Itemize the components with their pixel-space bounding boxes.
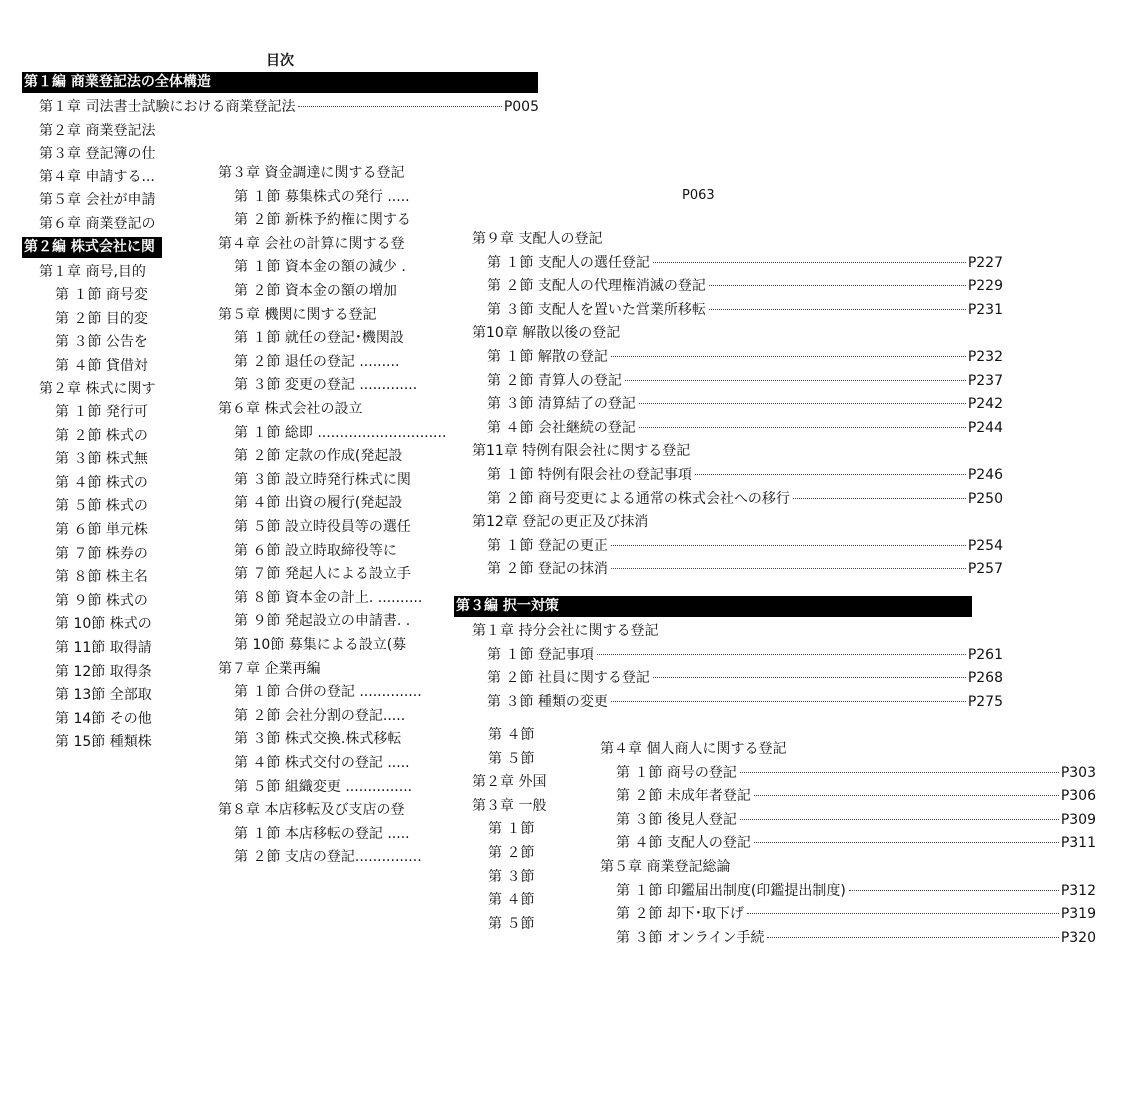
page-number: P231 xyxy=(967,301,1003,318)
toc-fragment-chapters3-8 xyxy=(215,162,447,874)
toc-entry: 第 ２節 xyxy=(488,845,535,861)
toc-entry xyxy=(454,464,1003,486)
toc-fragment-chapters4-5 xyxy=(596,738,1102,954)
dot-leader xyxy=(740,819,1059,820)
dot-leader xyxy=(695,474,966,475)
toc-entry: 第 13節 全部取 xyxy=(55,687,152,704)
toc-fragment-cut-lines xyxy=(470,714,590,944)
toc-entry xyxy=(454,488,1003,510)
toc-entry: 第 ２節 会社分割の登記..... xyxy=(234,707,406,724)
page-number: P254 xyxy=(967,537,1003,554)
dot-leader xyxy=(653,262,966,263)
toc-entry: 第６章 株式会社の設立 xyxy=(218,401,363,417)
toc-entry: 第 14節 その他 xyxy=(55,710,152,727)
toc-entry: 第３章 登記簿の仕 xyxy=(39,146,156,162)
toc-entry: 第 ９節 株式の xyxy=(55,592,148,609)
toc-entry: 第４章 申請する... xyxy=(39,169,155,185)
entry-label: 第 ３節 清算結了の登記 xyxy=(487,396,636,413)
dot-leader xyxy=(793,498,966,499)
toc-entry: 第 １節 資本金の額の減少 . xyxy=(234,259,406,276)
dot-leader xyxy=(611,701,966,702)
page-number: P242 xyxy=(967,396,1003,413)
toc-entry: 第４章 会社の計算に関する登 xyxy=(218,235,405,252)
toc-entry: 第１章 商号,目的 xyxy=(39,264,146,280)
toc-entry: 第 ２節 目的変 xyxy=(55,310,148,327)
page-number: P250 xyxy=(967,490,1003,507)
toc-entry: 第８章 本店移転及び支店の登 xyxy=(218,802,405,819)
entry-label: 第 ２節 未成年者登記 xyxy=(616,788,751,805)
toc-entry: 第 ２節 退任の登記 ......... xyxy=(234,353,400,370)
dot-leader xyxy=(639,427,966,428)
toc-entry: 第 ３節 株式無 xyxy=(55,451,148,468)
toc-entry: 第 ３節 変更の登記 ............. xyxy=(234,377,418,394)
page-number: P309 xyxy=(1060,811,1096,828)
toc-entry: 第５章 機関に関する登記 xyxy=(218,306,377,323)
toc-entry: 第 ３節 株式交換.株式移転 xyxy=(234,731,402,748)
page-number: P311 xyxy=(1060,835,1096,852)
page-number: P306 xyxy=(1060,788,1096,805)
toc-entry: 第 １節 本店移転の登記 ..... xyxy=(234,825,410,842)
entry-label: 第 ２節 青算人の登記 xyxy=(487,372,622,389)
toc-entry xyxy=(596,880,1096,902)
page-number: P246 xyxy=(967,467,1003,483)
toc-entry: 第 ５節 xyxy=(488,750,535,767)
dot-leader xyxy=(597,654,966,655)
toc-entry: 第 ３節 xyxy=(488,868,535,885)
toc-entry xyxy=(596,927,1096,949)
entry-label: 第 ４節 会社継続の登記 xyxy=(487,419,636,436)
toc-entry: 第 １節 商号変 xyxy=(55,287,148,303)
toc-entry xyxy=(596,832,1096,854)
page-number: P237 xyxy=(967,372,1003,389)
toc-entry: 第 ９節 発起設立の申請書. . xyxy=(234,613,411,630)
toc-entry: 第 10節 募集による設立(募 xyxy=(234,637,407,653)
dot-leader xyxy=(747,913,1059,914)
toc-entry: 第 ４節 株式の xyxy=(55,474,148,491)
entry-label: 第 ３節 種類の変更 xyxy=(487,693,608,710)
chapter-heading: 第１章 持分会社に関する登記 xyxy=(472,623,659,639)
toc-entry: 第 ５節 株式の xyxy=(55,498,148,515)
entry-label: 第 １節 特例有限会社の登記事項 xyxy=(487,467,692,483)
toc-entry: 第 １節 合併の登記 .............. xyxy=(234,684,422,701)
toc-entry: 第５章 会社が申請 xyxy=(39,192,156,208)
entry-label: 第 １節 商号の登記 xyxy=(616,764,737,781)
toc-entry: 第 ２節 資本金の額の増加 xyxy=(234,283,397,299)
entry-label: 第 １節 登記の更正 xyxy=(487,537,608,554)
dot-leader xyxy=(709,309,966,310)
part-heading: 第３編 択一対策 xyxy=(454,596,972,617)
page-number: P312 xyxy=(1060,882,1096,899)
entry-label: 第 ２節 却下･取下げ xyxy=(616,906,744,923)
page-number: P229 xyxy=(967,278,1003,295)
dot-leader xyxy=(740,772,1059,773)
toc-entry xyxy=(454,667,1003,689)
stray-page-number: P063 xyxy=(682,188,715,203)
toc-entry xyxy=(596,809,1096,831)
toc-entry: 第６章 商業登記の xyxy=(39,216,156,232)
dot-leader xyxy=(611,545,966,546)
toc-entry xyxy=(454,275,1003,297)
toc-entry: 第 ２節 新株予約権に関する xyxy=(234,212,411,229)
toc-entry xyxy=(596,762,1096,784)
toc-entry xyxy=(454,346,1003,368)
page-number: P244 xyxy=(967,419,1003,436)
chapter-heading: 第10章 解散以後の登記 xyxy=(472,325,621,342)
toc-entry xyxy=(454,691,1003,713)
toc-entry xyxy=(454,535,1003,557)
toc-entry: 第 10節 株式の xyxy=(55,616,152,633)
toc-entry: 第 ４節 xyxy=(488,727,535,743)
dot-leader xyxy=(849,890,1059,891)
dot-leader xyxy=(709,285,966,286)
chapter-heading: 第９章 支配人の登記 xyxy=(472,231,603,247)
toc-entry: 第 ７節 株券の xyxy=(55,545,148,562)
toc-entry: 第 11節 取得請 xyxy=(55,640,152,656)
page-number: P319 xyxy=(1060,906,1096,923)
toc-entry: 第 ５節 設立時役員等の選任 xyxy=(234,519,411,535)
entry-label: 第 ３節 支配人を置いた営業所移転 xyxy=(487,301,706,318)
page-number: P257 xyxy=(967,561,1003,578)
dot-leader xyxy=(754,795,1059,796)
entry-label: 第 １節 印鑑届出制度(印鑑提出制度) xyxy=(616,882,846,899)
entry-label: 第 １節 支配人の選任登記 xyxy=(487,254,650,271)
page-number: P268 xyxy=(967,670,1003,687)
toc-entry: 第 ５節 組織変更 ............... xyxy=(234,778,413,795)
page-number: P227 xyxy=(967,254,1003,271)
toc-entry: 第 ２節 支店の登記............... xyxy=(234,849,422,866)
chapter-heading: 第12章 登記の更正及び抹消 xyxy=(472,514,649,531)
toc-entry xyxy=(596,903,1096,925)
toc-entry: 第 ３節 公告を xyxy=(55,334,148,350)
part-heading: 第２編 株式会社に関 xyxy=(22,237,162,258)
chapter-heading: 第５章 商業登記総論 xyxy=(600,859,731,875)
toc-entry: 第７章 企業再編 xyxy=(218,660,321,677)
chapter-heading: 第11章 特例有限会社に関する登記 xyxy=(472,443,691,460)
toc-entry xyxy=(454,644,1003,666)
toc-entry xyxy=(454,417,1003,439)
toc-entry xyxy=(454,393,1003,415)
page-number: P261 xyxy=(967,646,1003,663)
part-heading: 第１編 商業登記法の全体構造 xyxy=(22,72,538,93)
toc-title: 目次 xyxy=(266,53,294,69)
toc-entry: 第２章 株式に関す xyxy=(39,381,156,397)
dot-leader xyxy=(625,380,966,381)
toc-entry: 第３章 資金調達に関する登記 xyxy=(218,165,405,181)
toc-entry: 第３章 一般 xyxy=(472,797,547,814)
page-number: P303 xyxy=(1060,764,1096,781)
entry-label: 第 １節 登記事項 xyxy=(487,646,594,663)
toc-entry: 第 ６節 設立時取締役等に xyxy=(234,542,397,559)
entry-label: 第 ２節 商号変更による通常の株式会社への移行 xyxy=(487,490,790,507)
toc-entry: 第 １節 xyxy=(488,821,535,838)
toc-entry: 第 ６節 単元株 xyxy=(55,522,148,538)
dot-leader xyxy=(754,842,1059,843)
entry-label: 第 ２節 支配人の代理権消滅の登記 xyxy=(487,278,706,295)
toc-entry: 第 ３節 設立時発行株式に関 xyxy=(234,471,411,488)
toc-entry: 第１章 司法書士試験における商業登記法 P005 xyxy=(39,99,539,115)
toc-entry: 第２章 商業登記法 xyxy=(39,123,156,139)
toc-entry xyxy=(454,558,1003,580)
toc-fragment-chapters9-12 xyxy=(454,228,1003,714)
page-number: P320 xyxy=(1060,929,1096,946)
toc-entry: 第 ２節 定款の作成(発起設 xyxy=(234,448,403,465)
entry-label: 第 １節 解散の登記 xyxy=(487,349,608,365)
dot-leader xyxy=(611,568,966,569)
toc-entry: 第 12節 取得条 xyxy=(55,663,152,680)
toc-entry xyxy=(454,370,1003,392)
dot-leader xyxy=(639,403,966,404)
toc-entry: 第 ４節 貸借対 xyxy=(55,357,148,374)
toc-entry: 第２章 外国 xyxy=(472,774,547,791)
dot-leader xyxy=(767,937,1058,938)
entry-label: 第 ４節 支配人の登記 xyxy=(616,835,751,852)
toc-entry: 第 15節 種類株 xyxy=(55,734,152,751)
toc-entry: 第 ５節 xyxy=(488,915,535,932)
toc-entry: 第 ８節 株主名 xyxy=(55,569,148,586)
entry-label: 第 ３節 オンライン手続 xyxy=(616,929,765,946)
dot-leader xyxy=(611,356,966,357)
chapter-heading: 第４章 個人商人に関する登記 xyxy=(600,741,787,757)
toc-entry: 第 ８節 資本金の計上. .......... xyxy=(234,589,423,606)
toc-entry: 第 １節 発行可 xyxy=(55,404,148,420)
toc-entry: 第 １節 就任の登記･機関設 xyxy=(234,330,404,347)
dot-leader xyxy=(653,677,966,678)
toc-entry: 第 １節 総即 ............................. xyxy=(234,424,447,441)
entry-label: 第 ３節 後見人登記 xyxy=(616,811,737,828)
toc-entry: 第 ２節 株式の xyxy=(55,427,148,444)
entry-label: 第 ２節 登記の抹消 xyxy=(487,561,608,578)
page-number: P232 xyxy=(967,349,1003,365)
entry-label: 第 ２節 社員に関する登記 xyxy=(487,670,650,687)
toc-entry: 第 ４節 出資の履行(発起設 xyxy=(234,495,403,512)
toc-entry: 第 ４節 xyxy=(488,892,535,909)
toc-entry xyxy=(596,785,1096,807)
toc-entry xyxy=(454,252,1003,274)
toc-entry: 第 １節 募集株式の発行 ..... xyxy=(234,188,410,205)
page-number: P275 xyxy=(967,693,1003,710)
toc-entry xyxy=(454,299,1003,321)
toc-entry: 第 ４節 株式交付の登記 ..... xyxy=(234,755,410,771)
toc-entry: 第 ７節 発起人による設立手 xyxy=(234,566,411,583)
